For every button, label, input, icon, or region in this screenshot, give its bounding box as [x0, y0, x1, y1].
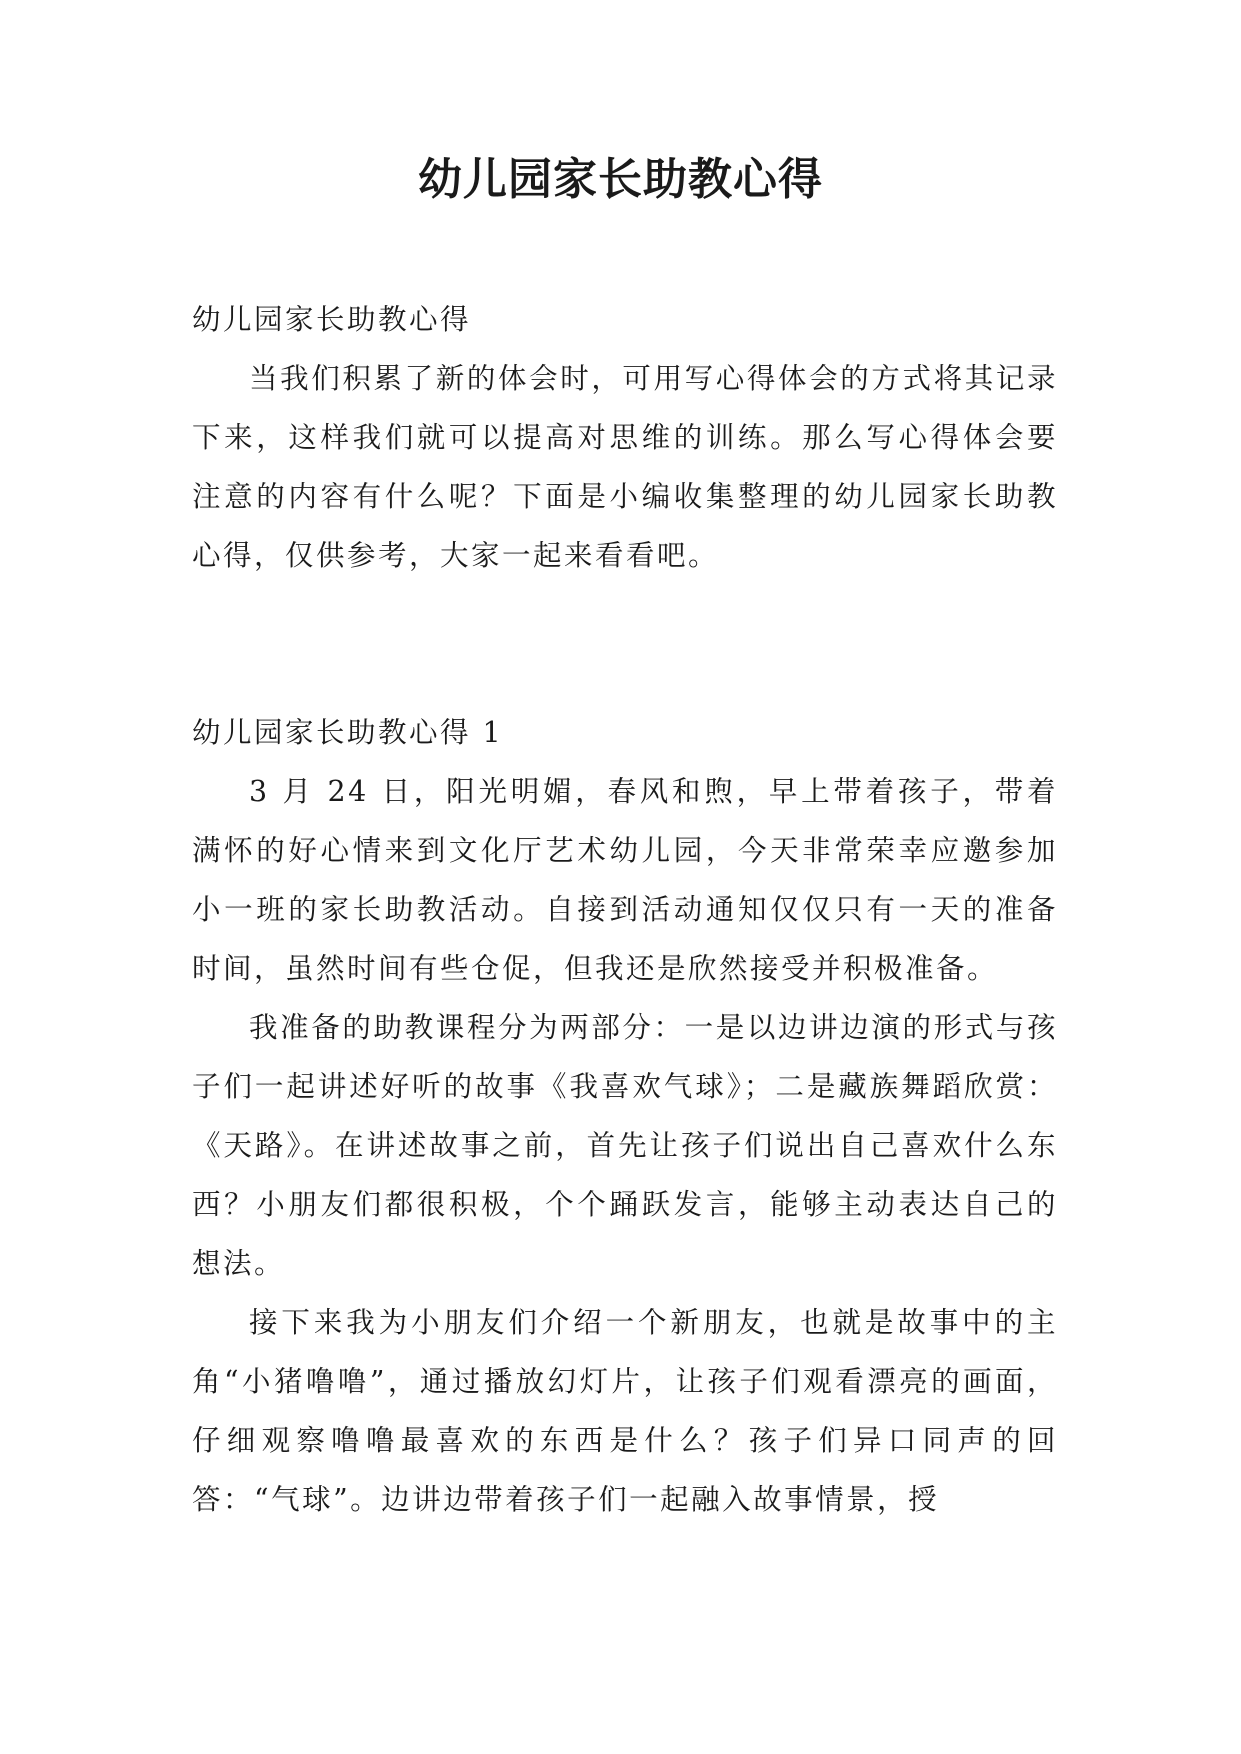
- intro-paragraph: 当我们积累了新的体会时，可用写心得体会的方式将其记录下来，这样我们就可以提高对思维的训练。那么写心得体会要注意的内容有什么呢？下面是小编收集整理的幼儿园家长助教心得，仅供参考，大家一起来看看吧。: [192, 362, 1058, 572]
- section1-heading: 幼儿园家长助教心得 1: [192, 716, 504, 749]
- section-spacer: [192, 585, 1058, 703]
- section1-paragraph-2: 我准备的助教课程分为两部分：一是以边讲边演的形式与孩子们一起讲述好听的故事《我喜欢气球》；二是藏族舞蹈欣赏：《天路》。在讲述故事之前，首先让孩子们说出自己喜欢什么东西？小朋友们都很积极，个个踊跃发言，能够主动表达自己的想法。: [192, 1011, 1058, 1280]
- document-body: [192, 290, 1058, 1529]
- section1-paragraph-1: 3 月 24 日，阳光明媚，春风和煦，早上带着孩子，带着满怀的好心情来到文化厅艺术幼儿园，今天非常荣幸应邀参加小一班的家长助教活动。自接到活动通知仅仅只有一天的准备时间，虽然时间有些仓促，但我还是欣然接受并积极准备。: [192, 775, 1058, 985]
- section1-paragraph-3: 接下来我为小朋友们介绍一个新朋友，也就是故事中的主角“小猪噜噜”，通过播放幻灯片，让孩子们观看漂亮的画面，仔细观察噜噜最喜欢的东西是什么？孩子们异口同声的回答：“气球”。边讲边带着孩子们一起融入故事情景，授: [192, 1306, 1058, 1516]
- document-title: 幼儿园家长助教心得: [418, 154, 823, 205]
- intro-heading: 幼儿园家长助教心得: [192, 303, 472, 336]
